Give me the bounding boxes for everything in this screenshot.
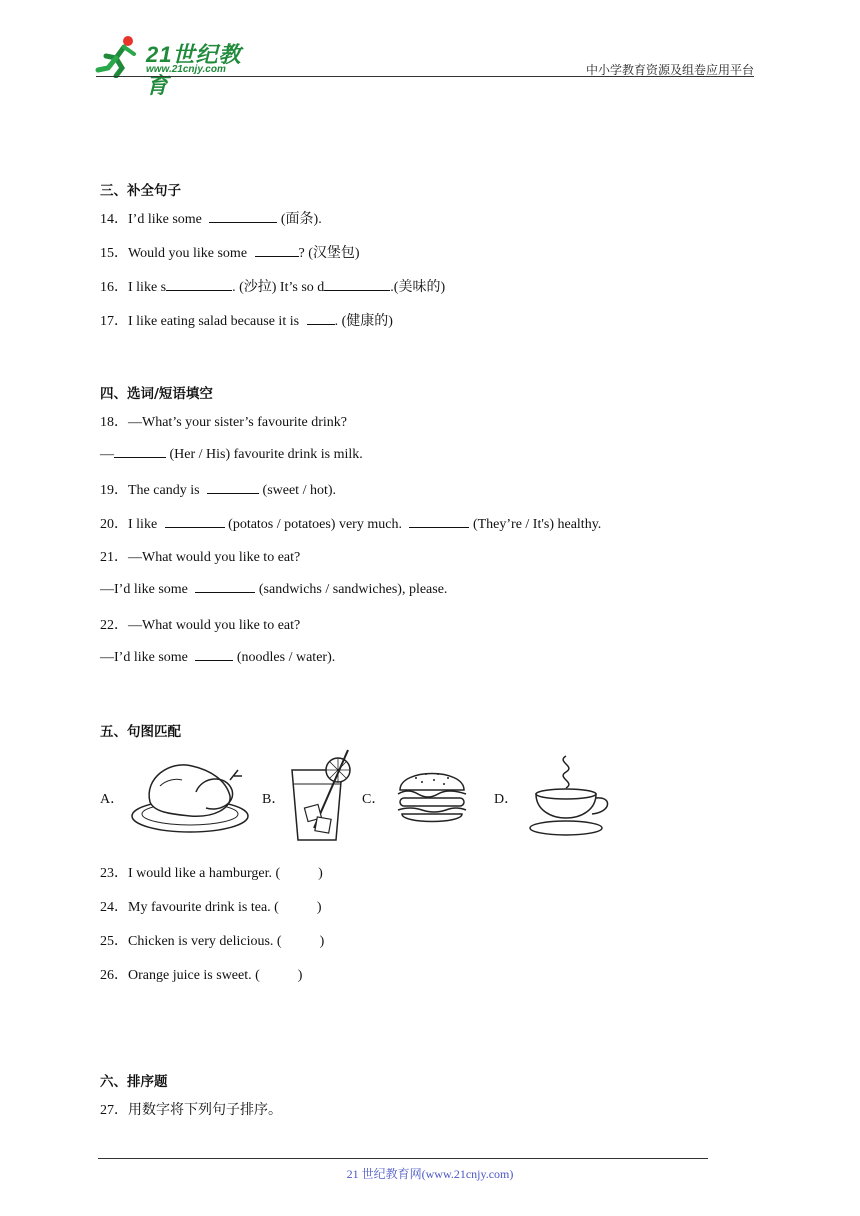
answer-blank[interactable]	[195, 580, 255, 593]
roast-chicken-icon	[130, 756, 250, 834]
section-title-3: 三、补全句子	[100, 183, 181, 199]
picture-label-a: A．	[100, 792, 125, 807]
footer-text[interactable]: 21 世纪教育网(www.21cnjy.com)	[346, 1167, 514, 1181]
question-22: 22．—What would you like to eat?	[100, 618, 301, 633]
question-20: 20．I like (potatos / potatoes) very much. (They’re / It's) healthy.	[100, 517, 602, 532]
question-17: 17．I like eating salad because it is . (健康的)	[100, 314, 393, 329]
logo	[94, 34, 264, 98]
picture-label-b: B．	[262, 792, 286, 807]
tea-cup-icon	[526, 752, 614, 838]
answer-blank[interactable]	[166, 278, 232, 291]
hamburger-icon	[394, 762, 470, 828]
answer-blank[interactable]	[409, 515, 469, 528]
answer-blank[interactable]	[209, 210, 277, 223]
juice-glass-icon	[284, 748, 354, 844]
picture-label-c: C．	[362, 792, 386, 807]
section-title-4: 四、选词/短语填空	[100, 386, 213, 402]
answer-blank[interactable]	[207, 481, 259, 494]
runner-logo-icon	[94, 34, 144, 78]
logo-url: www.21cnjy.com	[146, 64, 226, 75]
answer-blank[interactable]	[324, 278, 390, 291]
question-21: 21．—What would you like to eat?	[100, 550, 301, 565]
answer-blank[interactable]	[255, 244, 299, 257]
question-27: 27．用数字将下列句子排序。	[100, 1103, 282, 1118]
section-title-6: 六、排序题	[100, 1074, 168, 1090]
question-18: 18．—What’s your sister’s favourite drink?	[100, 415, 348, 430]
question-25: 25．Chicken is very delicious. ( )	[100, 934, 325, 949]
page-header	[0, 0, 860, 98]
footer-divider	[98, 1158, 708, 1159]
section-title-5: 五、句图匹配	[100, 724, 181, 740]
answer-blank[interactable]	[307, 312, 335, 325]
header-divider	[96, 76, 754, 77]
question-15: 15．Would you like some ? (汉堡包)	[100, 246, 360, 261]
question-19: 19．The candy is (sweet / hot).	[100, 483, 337, 498]
question-26: 26．Orange juice is sweet. ( )	[100, 968, 303, 983]
site-name: 中小学教育资源及组卷应用平台	[585, 63, 754, 77]
picture-label-d: D．	[494, 792, 519, 807]
question-18-answer: — (Her / His) favourite drink is milk.	[100, 447, 363, 462]
question-14: 14．I’d like some (面条).	[100, 212, 322, 227]
question-22-answer: —I’d like some (noodles / water).	[100, 650, 336, 665]
question-23: 23．I would like a hamburger. ( )	[100, 866, 323, 881]
answer-blank[interactable]	[114, 445, 166, 458]
answer-blank[interactable]	[195, 648, 233, 661]
logo-text: 21世纪教育	[146, 42, 242, 98]
question-24: 24．My favourite drink is tea. ( )	[100, 900, 322, 915]
question-16: 16．I like s . (沙拉) It’s so d .(美味的)	[100, 280, 446, 295]
question-21-answer: —I’d like some (sandwichs / sandwiches), please.	[100, 582, 448, 597]
answer-blank[interactable]	[165, 515, 225, 528]
